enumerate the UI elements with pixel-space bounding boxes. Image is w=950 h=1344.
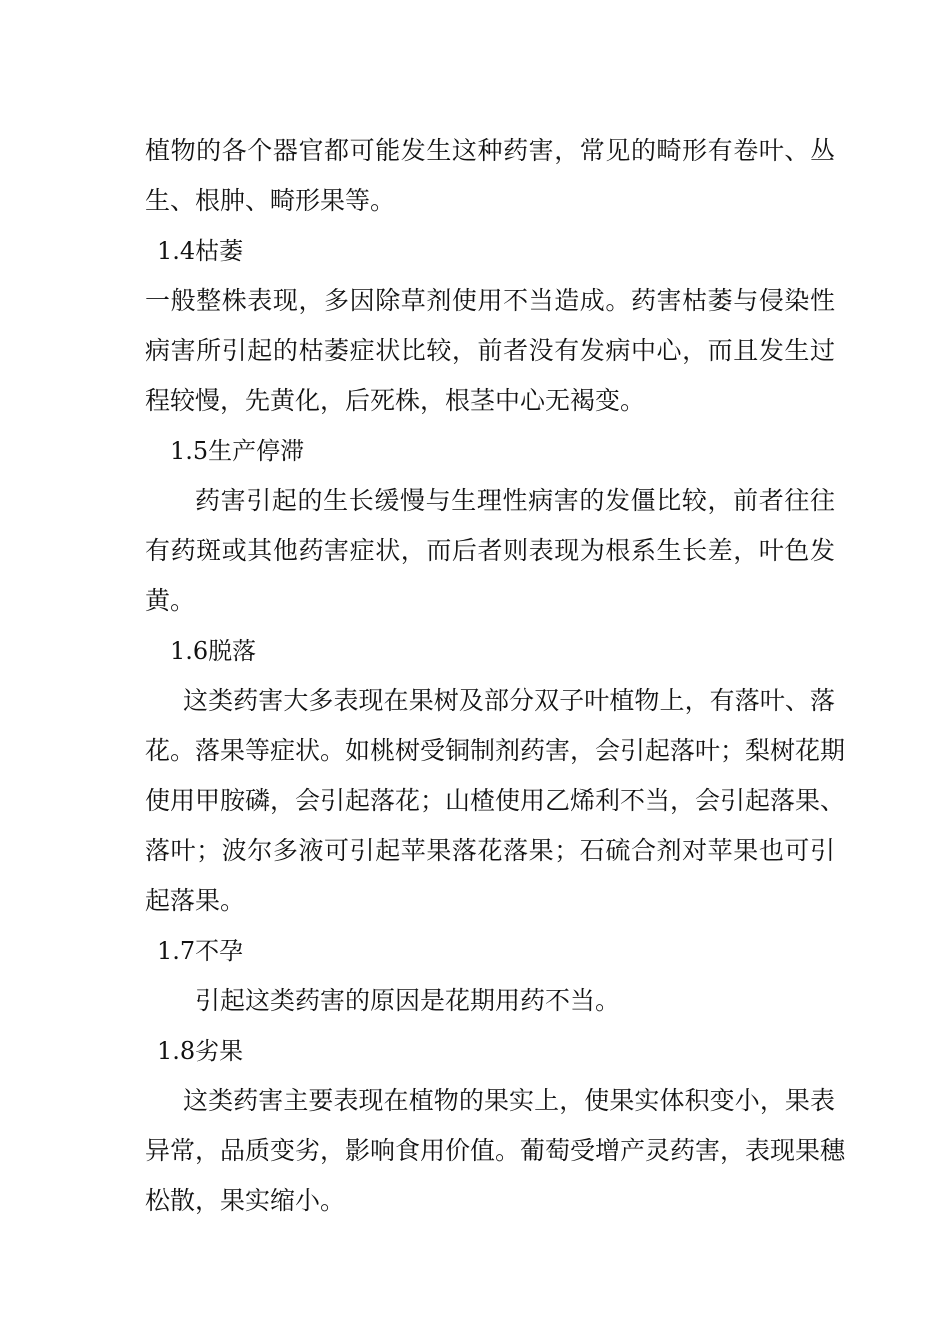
paragraph-line: 松散，果实缩小。 [145,1186,346,1215]
paragraph-line: 引起这类药害的原因是花期用药不当。 [195,986,621,1015]
paragraph-line: 有药斑或其他药害症状，而后者则表现为根系生长差，叶色发 [145,536,835,565]
paragraph-line: 这类药害主要表现在植物的果实上，使果实体积变小，果表 [183,1086,835,1115]
section-heading: 1.4枯萎 [157,237,244,265]
paragraph-line: 花。落果等症状。如桃树受铜制剂药害，会引起落叶；梨树花期 [145,736,846,765]
section-heading: 1.7不孕 [157,937,244,965]
paragraph-line: 落叶；波尔多液可引起苹果落花落果；石硫合剂对苹果也可引 [145,836,835,865]
paragraph-line: 生、根肿、畸形果等。 [145,186,396,215]
paragraph-line: 植物的各个器官都可能发生这种药害，常见的畸形有卷叶、丛 [145,136,835,165]
section-heading: 1.8劣果 [157,1037,244,1065]
paragraph-line: 程较慢，先黄化，后死株，根茎中心无褐变。 [145,386,646,415]
paragraph-line: 病害所引起的枯萎症状比较，前者没有发病中心，而且发生过 [145,336,835,365]
section-heading: 1.6脱落 [170,637,257,665]
paragraph-line: 药害引起的生长缓慢与生理性病害的发僵比较，前者往往 [195,486,835,515]
paragraph-line: 黄。 [145,586,196,615]
paragraph-line: 一般整株表现，多因除草剂使用不当造成。药害枯萎与侵染性 [145,286,835,315]
paragraph-line: 使用甲胺磷，会引起落花；山楂使用乙烯利不当，会引起落果、 [145,786,846,815]
paragraph-line: 异常，品质变劣，影响食用价值。葡萄受增产灵药害，表现果穗 [145,1136,846,1165]
section-heading: 1.5生产停滞 [170,437,305,465]
paragraph-line: 起落果。 [145,886,246,915]
paragraph-line: 这类药害大多表现在果树及部分双子叶植物上，有落叶、落 [183,686,835,715]
